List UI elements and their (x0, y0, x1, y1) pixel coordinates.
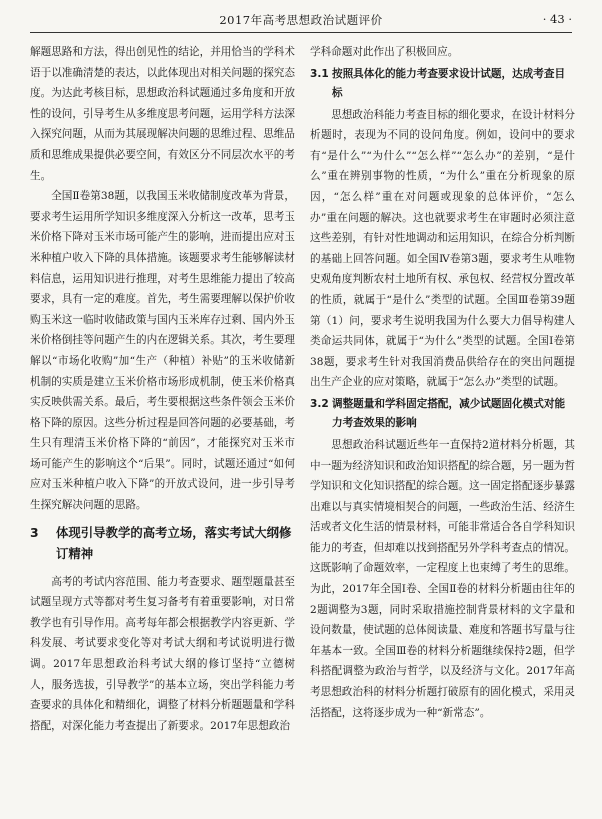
paragraph: 全国Ⅱ卷第38题，以我国玉米收储制度改革为背景，要求考生运用所学知识多维度深入分析这一改革，思考玉米价格下降对玉米市场可能产生的影响，进而提出应对玉米种植户收入下降的具体措施。该题要求考生能够解读材料信息，运用知识进行推理，对考生思维能力提出了较高要求，具有一定的难度。首先，考生需要理解以保护价收购玉米这一临时收储政策与国内玉米库存过剩、国内外玉米价格倒挂等问题产生的内在逻辑关系。其次，考生要理解以“市场化收购”加“生产（种植）补贴”的玉米收储新机制的实质是建立玉米价格市场形成机制，使玉米价格真实反映供需关系。最后，考生要根据这些条件领会玉米价格下降的原因。这些分析过程是回答问题的必要基础，考生只有理清玉米价格下降的“前因”，才能探究对玉米市场可能产生的影响这个“后果”。同时，试题还通过“如何应对玉米种植户收入下降”的开放式设问，进一步引导考生探究解决问题的思路。 (30, 190, 295, 512)
subsection-title: 按照具体化的能力考查要求设计试题，达成考查目标 (332, 67, 566, 99)
paragraph: 解题思路和方法，得出创见性的结论，并用恰当的学科术语于以准确清楚的表达，以此体现出对相关问题的探究态度。为达此考核目标，思想政治科试题通过多角度和开放性的设问，引导考生从多维度思考问题，运用学科方法深入探究问题，从而为其展现解决问题的思维过程、思维品质和思维成果提供必要空间，有效区分不同层次水平的考生。 (30, 46, 295, 182)
left-column (30, 42, 295, 807)
running-title: 2017年高考思想政治试题评价 (219, 13, 383, 27)
paragraph: 高考的考试内容范围、能力考查要求、题型题量甚至试题呈现方式等都对考生复习备考有着重要影响，对日常教学也有引导作用。高考每年都会根据教学内容更新、学科发展、考试要求变化等对考试大纲和考试说明进行微调。2017年思想政治科考试大纲的修订坚持“立德树人，服务选拔，引导教学”的基本立场，突出学科能力考查要求的具体化和精细化，调整了材料分析题题量和学科搭配，对深化能力考查提出了新要求。2017年思想政治 (30, 575, 295, 732)
subsection-number: 3.2 (310, 397, 329, 410)
subsection-title: 调整题量和学科固定搭配，减少试题固化模式对能力考查效果的影响 (332, 397, 566, 429)
page-number: · 43 · (542, 12, 572, 26)
paragraph: 思想政治科试题近些年一直保持2道材料分析题，其中一题为经济知识和政治知识搭配的综合题，另一题为哲学知识和文化知识搭配的综合题。这一固定搭配逐步暴露出难以与真实情境相契合的问题，一些政治生活、经济生活或者文化生活的情景材料，可能非常适合各自学科知识能力的考查，但却难以找到搭配另外学科考查点的情况。这既影响了命题效率，一定程度上也束缚了考生的思维。为此，2017年全国Ⅰ卷、全国Ⅱ卷的材料分析题由往年的2题调整为3题，同时采取措施控制背景材料的文字量和设问数量，使试题的总体阅读量、难度和答题书写量与往年基本一致。全国Ⅲ卷的材料分析题继续保持2题，但学科搭配调整为政治与哲学，以及经济与文化。2017年高考思想政治科的材料分析题打破原有的固化模式，采用灵活搭配，这将逐步成为一种“新常态”。 (310, 438, 575, 719)
subsection-heading (310, 65, 575, 103)
section-heading (30, 522, 295, 564)
paragraph: 思想政治科能力考查目标的细化要求，在设计材料分析题时，表现为不同的设问角度。例如，设问中的要求有“是什么”“为什么”“怎么样”“怎么办”的差别，“是什么”重在辨别事物的性质，“为什么”重在分析现象的原因，“怎么样”重在对问题或现象的总体评价，“怎么办”重在问题的解决。这也就要求考生在审题时必须注意这些差别，有针对性地调动和运用知识，在综合分析判断的基础上回答问题。如全国Ⅳ卷第3题，要求考生从唯物史观角度判断农村土地所有权、承包权、经营权分置改革的性质，就属于“是什么”类型的试题。全国Ⅲ卷第39题第（1）问，要求考生说明我国为什么要大力倡导构建人类命运共同体，就属于“为什么”类型的试题。全国Ⅰ卷第38题，要求考生针对我国消费品供给存在的突出问题提出生产企业的应对策略，就属于“怎么办”类型的试题。 (310, 108, 575, 389)
running-header (30, 10, 572, 33)
subsection-heading (310, 395, 575, 433)
subsection-number: 3.1 (310, 67, 329, 80)
section-title: 体现引导教学的高考立场，落实考试大纲修订精神 (56, 524, 292, 561)
section-number: 3 (30, 524, 39, 540)
paragraph: 学科命题对此作出了积极回应。 (310, 46, 459, 58)
right-column (310, 42, 575, 807)
